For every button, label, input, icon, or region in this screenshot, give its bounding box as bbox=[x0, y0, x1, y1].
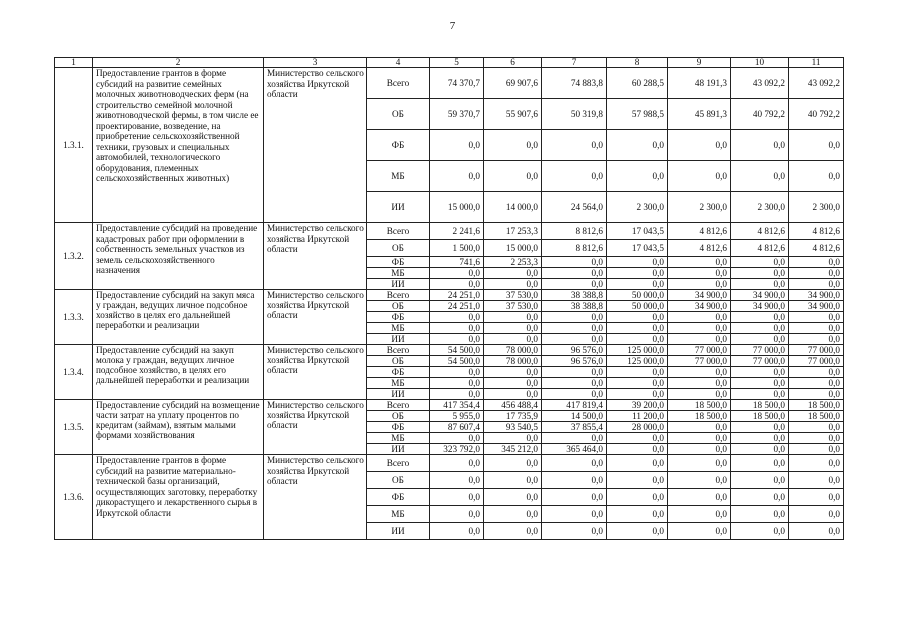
amount-cell: 0,0 bbox=[430, 472, 484, 489]
amount-cell: 0,0 bbox=[430, 523, 484, 540]
amount-cell: 0,0 bbox=[430, 455, 484, 472]
amount-cell: 50 000,0 bbox=[607, 290, 668, 301]
amount-cell: 18 500,0 bbox=[789, 411, 844, 422]
amount-cell: 0,0 bbox=[542, 506, 607, 523]
item-name: Предоставление субсидий на закуп молока у граждан, ведущих личное подсобное хозяйство, в целях его дальнейшей переработки и реализации bbox=[93, 345, 264, 400]
funding-source: ФБ bbox=[367, 257, 430, 268]
table-row bbox=[55, 223, 844, 240]
amount-cell: 0,0 bbox=[789, 312, 844, 323]
amount-cell: 57 988,5 bbox=[607, 99, 668, 130]
amount-cell: 0,0 bbox=[607, 257, 668, 268]
funding-source: МБ bbox=[367, 433, 430, 444]
amount-cell: 0,0 bbox=[484, 268, 542, 279]
amount-cell: 78 000,0 bbox=[484, 356, 542, 367]
amount-cell: 0,0 bbox=[789, 506, 844, 523]
amount-cell: 18 500,0 bbox=[731, 400, 789, 411]
amount-cell: 0,0 bbox=[731, 472, 789, 489]
amount-cell: 8 812,6 bbox=[542, 240, 607, 257]
responsible-ministry: Министерство сельского хозяйства Иркутской области bbox=[264, 290, 367, 345]
amount-cell: 93 540,5 bbox=[484, 422, 542, 433]
amount-cell: 18 500,0 bbox=[731, 411, 789, 422]
amount-cell: 34 900,0 bbox=[731, 301, 789, 312]
funding-source: ОБ bbox=[367, 240, 430, 257]
amount-cell: 0,0 bbox=[430, 130, 484, 161]
amount-cell: 24 564,0 bbox=[542, 192, 607, 223]
funding-source: ИИ bbox=[367, 389, 430, 400]
amount-cell: 38 388,8 bbox=[542, 290, 607, 301]
amount-cell: 0,0 bbox=[607, 323, 668, 334]
table-row bbox=[55, 68, 844, 99]
amount-cell: 0,0 bbox=[789, 523, 844, 540]
amount-cell: 2 241,6 bbox=[430, 223, 484, 240]
responsible-ministry: Министерство сельского хозяйства Иркутской области bbox=[264, 345, 367, 400]
amount-cell: 2 300,0 bbox=[607, 192, 668, 223]
amount-cell: 37 855,4 bbox=[542, 422, 607, 433]
amount-cell: 77 000,0 bbox=[731, 356, 789, 367]
amount-cell: 4 812,6 bbox=[668, 240, 731, 257]
amount-cell: 0,0 bbox=[484, 367, 542, 378]
amount-cell: 0,0 bbox=[789, 389, 844, 400]
amount-cell: 0,0 bbox=[668, 422, 731, 433]
funding-source: ОБ bbox=[367, 411, 430, 422]
amount-cell: 2 300,0 bbox=[789, 192, 844, 223]
amount-cell: 17 043,5 bbox=[607, 240, 668, 257]
amount-cell: 0,0 bbox=[430, 279, 484, 290]
amount-cell: 0,0 bbox=[789, 323, 844, 334]
header-cell: 1 bbox=[55, 58, 93, 68]
amount-cell: 14 000,0 bbox=[484, 192, 542, 223]
amount-cell: 0,0 bbox=[668, 161, 731, 192]
amount-cell: 34 900,0 bbox=[789, 301, 844, 312]
amount-cell: 0,0 bbox=[731, 367, 789, 378]
amount-cell: 365 464,0 bbox=[542, 444, 607, 455]
amount-cell: 40 792,2 bbox=[731, 99, 789, 130]
table-row bbox=[55, 455, 844, 472]
funding-source: МБ bbox=[367, 323, 430, 334]
item-code: 1.3.3. bbox=[55, 290, 93, 345]
amount-cell: 0,0 bbox=[430, 489, 484, 506]
amount-cell: 55 907,6 bbox=[484, 99, 542, 130]
amount-cell: 0,0 bbox=[484, 334, 542, 345]
amount-cell: 0,0 bbox=[542, 378, 607, 389]
amount-cell: 0,0 bbox=[430, 367, 484, 378]
amount-cell: 0,0 bbox=[484, 472, 542, 489]
amount-cell: 0,0 bbox=[789, 422, 844, 433]
amount-cell: 0,0 bbox=[731, 523, 789, 540]
amount-cell: 0,0 bbox=[668, 489, 731, 506]
amount-cell: 0,0 bbox=[607, 472, 668, 489]
amount-cell: 0,0 bbox=[542, 323, 607, 334]
amount-cell: 17 043,5 bbox=[607, 223, 668, 240]
amount-cell: 0,0 bbox=[542, 130, 607, 161]
amount-cell: 0,0 bbox=[484, 378, 542, 389]
amount-cell: 0,0 bbox=[484, 279, 542, 290]
amount-cell: 39 200,0 bbox=[607, 400, 668, 411]
header-cell: 2 bbox=[93, 58, 264, 68]
funding-source: ФБ bbox=[367, 312, 430, 323]
amount-cell: 0,0 bbox=[789, 433, 844, 444]
amount-cell: 15 000,0 bbox=[484, 240, 542, 257]
amount-cell: 0,0 bbox=[731, 279, 789, 290]
amount-cell: 125 000,0 bbox=[607, 345, 668, 356]
amount-cell: 14 500,0 bbox=[542, 411, 607, 422]
amount-cell: 0,0 bbox=[430, 389, 484, 400]
funding-source: ОБ bbox=[367, 356, 430, 367]
amount-cell: 34 900,0 bbox=[731, 290, 789, 301]
amount-cell: 0,0 bbox=[607, 334, 668, 345]
amount-cell: 0,0 bbox=[607, 489, 668, 506]
amount-cell: 0,0 bbox=[731, 422, 789, 433]
amount-cell: 54 500,0 bbox=[430, 356, 484, 367]
header-cell: 10 bbox=[731, 58, 789, 68]
amount-cell: 4 812,6 bbox=[731, 223, 789, 240]
amount-cell: 34 900,0 bbox=[668, 301, 731, 312]
responsible-ministry: Министерство сельского хозяйства Иркутской области bbox=[264, 68, 367, 223]
amount-cell: 96 576,0 bbox=[542, 345, 607, 356]
header-cell: 6 bbox=[484, 58, 542, 68]
amount-cell: 0,0 bbox=[789, 257, 844, 268]
amount-cell: 417 819,4 bbox=[542, 400, 607, 411]
amount-cell: 0,0 bbox=[430, 506, 484, 523]
amount-cell: 0,0 bbox=[668, 433, 731, 444]
amount-cell: 4 812,6 bbox=[731, 240, 789, 257]
funding-source: МБ bbox=[367, 506, 430, 523]
amount-cell: 0,0 bbox=[484, 523, 542, 540]
header-cell: 7 bbox=[542, 58, 607, 68]
amount-cell: 45 891,3 bbox=[668, 99, 731, 130]
funding-source: ИИ bbox=[367, 444, 430, 455]
funding-source: ИИ bbox=[367, 279, 430, 290]
amount-cell: 0,0 bbox=[668, 378, 731, 389]
amount-cell: 5 955,0 bbox=[430, 411, 484, 422]
amount-cell: 54 500,0 bbox=[430, 345, 484, 356]
funding-source: ИИ bbox=[367, 334, 430, 345]
amount-cell: 0,0 bbox=[668, 323, 731, 334]
funding-source: Всего bbox=[367, 400, 430, 411]
funding-source: МБ bbox=[367, 378, 430, 389]
item-code: 1.3.5. bbox=[55, 400, 93, 455]
amount-cell: 17 735,9 bbox=[484, 411, 542, 422]
amount-cell: 0,0 bbox=[607, 268, 668, 279]
amount-cell: 0,0 bbox=[731, 323, 789, 334]
amount-cell: 48 191,3 bbox=[668, 68, 731, 99]
amount-cell: 0,0 bbox=[789, 455, 844, 472]
item-name: Предоставление субсидий на возмещение части затрат на уплату процентов по кредитам (займам), взятым малыми формами хозяйствования bbox=[93, 400, 264, 455]
responsible-ministry: Министерство сельского хозяйства Иркутской области bbox=[264, 223, 367, 290]
amount-cell: 0,0 bbox=[430, 323, 484, 334]
amount-cell: 0,0 bbox=[789, 279, 844, 290]
amount-cell: 24 251,0 bbox=[430, 301, 484, 312]
amount-cell: 43 092,2 bbox=[731, 68, 789, 99]
amount-cell: 18 500,0 bbox=[668, 400, 731, 411]
funding-source: ОБ bbox=[367, 99, 430, 130]
amount-cell: 37 530,0 bbox=[484, 290, 542, 301]
funding-source: Всего bbox=[367, 223, 430, 240]
amount-cell: 0,0 bbox=[607, 279, 668, 290]
amount-cell: 0,0 bbox=[484, 312, 542, 323]
item-code: 1.3.1. bbox=[55, 68, 93, 223]
amount-cell: 0,0 bbox=[789, 130, 844, 161]
amount-cell: 87 607,4 bbox=[430, 422, 484, 433]
amount-cell: 60 288,5 bbox=[607, 68, 668, 99]
amount-cell: 34 900,0 bbox=[789, 290, 844, 301]
amount-cell: 43 092,2 bbox=[789, 68, 844, 99]
header-cell: 3 bbox=[264, 58, 367, 68]
amount-cell: 125 000,0 bbox=[607, 356, 668, 367]
funding-source: Всего bbox=[367, 68, 430, 99]
amount-cell: 0,0 bbox=[607, 130, 668, 161]
header-cell: 5 bbox=[430, 58, 484, 68]
funding-source: ИИ bbox=[367, 192, 430, 223]
amount-cell: 0,0 bbox=[484, 489, 542, 506]
amount-cell: 28 000,0 bbox=[607, 422, 668, 433]
amount-cell: 0,0 bbox=[542, 257, 607, 268]
funding-source: ИИ bbox=[367, 523, 430, 540]
amount-cell: 0,0 bbox=[430, 378, 484, 389]
amount-cell: 77 000,0 bbox=[789, 345, 844, 356]
table-body bbox=[55, 58, 844, 540]
amount-cell: 37 530,0 bbox=[484, 301, 542, 312]
amount-cell: 0,0 bbox=[484, 161, 542, 192]
header-cell: 8 bbox=[607, 58, 668, 68]
amount-cell: 59 370,7 bbox=[430, 99, 484, 130]
amount-cell: 77 000,0 bbox=[789, 356, 844, 367]
amount-cell: 40 792,2 bbox=[789, 99, 844, 130]
amount-cell: 0,0 bbox=[542, 389, 607, 400]
amount-cell: 0,0 bbox=[668, 444, 731, 455]
amount-cell: 0,0 bbox=[607, 506, 668, 523]
responsible-ministry: Министерство сельского хозяйства Иркутской области bbox=[264, 400, 367, 455]
table-row bbox=[55, 400, 844, 411]
amount-cell: 0,0 bbox=[607, 312, 668, 323]
funding-source: ФБ bbox=[367, 422, 430, 433]
amount-cell: 0,0 bbox=[731, 444, 789, 455]
amount-cell: 0,0 bbox=[731, 506, 789, 523]
amount-cell: 0,0 bbox=[668, 268, 731, 279]
amount-cell: 0,0 bbox=[542, 472, 607, 489]
amount-cell: 0,0 bbox=[731, 489, 789, 506]
amount-cell: 78 000,0 bbox=[484, 345, 542, 356]
amount-cell: 4 812,6 bbox=[668, 223, 731, 240]
amount-cell: 0,0 bbox=[607, 523, 668, 540]
funding-source: ОБ bbox=[367, 301, 430, 312]
amount-cell: 38 388,8 bbox=[542, 301, 607, 312]
amount-cell: 0,0 bbox=[484, 389, 542, 400]
amount-cell: 96 576,0 bbox=[542, 356, 607, 367]
amount-cell: 0,0 bbox=[789, 334, 844, 345]
amount-cell: 18 500,0 bbox=[668, 411, 731, 422]
amount-cell: 0,0 bbox=[430, 334, 484, 345]
amount-cell: 77 000,0 bbox=[668, 345, 731, 356]
amount-cell: 69 907,6 bbox=[484, 68, 542, 99]
amount-cell: 0,0 bbox=[484, 130, 542, 161]
amount-cell: 0,0 bbox=[789, 367, 844, 378]
table-row bbox=[55, 345, 844, 356]
funding-source: МБ bbox=[367, 268, 430, 279]
amount-cell: 0,0 bbox=[668, 279, 731, 290]
amount-cell: 0,0 bbox=[484, 506, 542, 523]
amount-cell: 50 000,0 bbox=[607, 301, 668, 312]
amount-cell: 8 812,6 bbox=[542, 223, 607, 240]
amount-cell: 0,0 bbox=[607, 433, 668, 444]
funding-source: Всего bbox=[367, 345, 430, 356]
amount-cell: 0,0 bbox=[668, 312, 731, 323]
item-code: 1.3.2. bbox=[55, 223, 93, 290]
amount-cell: 0,0 bbox=[542, 367, 607, 378]
item-name: Предоставление грантов в форме субсидий на развитие семейных молочных животноводческих ферм (на строительство семейной молочной животноводческой фермы, в том числе ее проектирование, возведение, на приобретение сельскохозяйственной техники, грузовых и специальных автомобилей, технологического оборудования, племенных сельскохозяйственных животных) bbox=[93, 68, 264, 223]
header-cell: 4 bbox=[367, 58, 430, 68]
amount-cell: 0,0 bbox=[789, 268, 844, 279]
amount-cell: 0,0 bbox=[542, 523, 607, 540]
amount-cell: 456 488,4 bbox=[484, 400, 542, 411]
amount-cell: 74 370,7 bbox=[430, 68, 484, 99]
amount-cell: 0,0 bbox=[668, 389, 731, 400]
amount-cell: 0,0 bbox=[731, 433, 789, 444]
amount-cell: 417 354,4 bbox=[430, 400, 484, 411]
item-name: Предоставление субсидий на проведение кадастровых работ при оформлении в собственность земельных участков из земель сельскохозяйственного назначения bbox=[93, 223, 264, 290]
amount-cell: 0,0 bbox=[731, 389, 789, 400]
funding-source: ФБ bbox=[367, 367, 430, 378]
amount-cell: 0,0 bbox=[731, 378, 789, 389]
amount-cell: 0,0 bbox=[668, 455, 731, 472]
amount-cell: 0,0 bbox=[542, 279, 607, 290]
amount-cell: 0,0 bbox=[542, 312, 607, 323]
amount-cell: 345 212,0 bbox=[484, 444, 542, 455]
header-cell: 11 bbox=[789, 58, 844, 68]
amount-cell: 17 253,3 bbox=[484, 223, 542, 240]
amount-cell: 0,0 bbox=[668, 334, 731, 345]
amount-cell: 0,0 bbox=[430, 268, 484, 279]
amount-cell: 0,0 bbox=[542, 334, 607, 345]
amount-cell: 741,6 bbox=[430, 257, 484, 268]
amount-cell: 0,0 bbox=[430, 312, 484, 323]
amount-cell: 0,0 bbox=[607, 455, 668, 472]
amount-cell: 0,0 bbox=[668, 472, 731, 489]
amount-cell: 0,0 bbox=[789, 161, 844, 192]
amount-cell: 34 900,0 bbox=[668, 290, 731, 301]
amount-cell: 0,0 bbox=[731, 455, 789, 472]
header-row bbox=[55, 58, 844, 68]
amount-cell: 77 000,0 bbox=[668, 356, 731, 367]
amount-cell: 1 500,0 bbox=[430, 240, 484, 257]
table-row bbox=[55, 290, 844, 301]
amount-cell: 4 812,6 bbox=[789, 240, 844, 257]
amount-cell: 0,0 bbox=[789, 444, 844, 455]
amount-cell: 18 500,0 bbox=[789, 400, 844, 411]
amount-cell: 0,0 bbox=[430, 161, 484, 192]
amount-cell: 74 883,8 bbox=[542, 68, 607, 99]
amount-cell: 0,0 bbox=[731, 161, 789, 192]
amount-cell: 0,0 bbox=[484, 455, 542, 472]
amount-cell: 11 200,0 bbox=[607, 411, 668, 422]
funding-source: ФБ bbox=[367, 489, 430, 506]
amount-cell: 0,0 bbox=[607, 161, 668, 192]
amount-cell: 0,0 bbox=[542, 489, 607, 506]
item-name: Предоставление грантов в форме субсидий на развитие материально-технической базы организаций, осуществляющих заготовку, переработку дикорастущего и лекарственного сырья в Иркутской области bbox=[93, 455, 264, 540]
amount-cell: 50 319,8 bbox=[542, 99, 607, 130]
amount-cell: 2 300,0 bbox=[668, 192, 731, 223]
amount-cell: 0,0 bbox=[430, 433, 484, 444]
amount-cell: 0,0 bbox=[668, 506, 731, 523]
amount-cell: 0,0 bbox=[484, 433, 542, 444]
amount-cell: 24 251,0 bbox=[430, 290, 484, 301]
item-code: 1.3.6. bbox=[55, 455, 93, 540]
amount-cell: 0,0 bbox=[731, 257, 789, 268]
amount-cell: 77 000,0 bbox=[731, 345, 789, 356]
funding-source: Всего bbox=[367, 455, 430, 472]
amount-cell: 0,0 bbox=[607, 444, 668, 455]
responsible-ministry: Министерство сельского хозяйства Иркутской области bbox=[264, 455, 367, 540]
amount-cell: 0,0 bbox=[668, 523, 731, 540]
amount-cell: 0,0 bbox=[668, 130, 731, 161]
funding-source: ФБ bbox=[367, 130, 430, 161]
amount-cell: 0,0 bbox=[542, 268, 607, 279]
amount-cell: 0,0 bbox=[607, 378, 668, 389]
funding-source: Всего bbox=[367, 290, 430, 301]
budget-table bbox=[54, 57, 844, 540]
amount-cell: 15 000,0 bbox=[430, 192, 484, 223]
amount-cell: 0,0 bbox=[789, 489, 844, 506]
amount-cell: 0,0 bbox=[789, 472, 844, 489]
amount-cell: 0,0 bbox=[789, 378, 844, 389]
page-number: 7 bbox=[449, 20, 456, 32]
amount-cell: 0,0 bbox=[668, 367, 731, 378]
amount-cell: 0,0 bbox=[542, 161, 607, 192]
amount-cell: 0,0 bbox=[731, 130, 789, 161]
amount-cell: 2 300,0 bbox=[731, 192, 789, 223]
amount-cell: 0,0 bbox=[607, 389, 668, 400]
amount-cell: 0,0 bbox=[542, 455, 607, 472]
item-code: 1.3.4. bbox=[55, 345, 93, 400]
amount-cell: 0,0 bbox=[668, 257, 731, 268]
amount-cell: 4 812,6 bbox=[789, 223, 844, 240]
funding-source: ОБ bbox=[367, 472, 430, 489]
amount-cell: 0,0 bbox=[484, 323, 542, 334]
amount-cell: 0,0 bbox=[731, 268, 789, 279]
amount-cell: 0,0 bbox=[607, 367, 668, 378]
amount-cell: 2 253,3 bbox=[484, 257, 542, 268]
header-cell: 9 bbox=[668, 58, 731, 68]
amount-cell: 0,0 bbox=[542, 433, 607, 444]
amount-cell: 0,0 bbox=[731, 312, 789, 323]
item-name: Предоставление субсидий на закуп мяса у граждан, ведущих личное подсобное хозяйство в целях его дальнейшей переработки и реализации bbox=[93, 290, 264, 345]
funding-source: МБ bbox=[367, 161, 430, 192]
amount-cell: 323 792,0 bbox=[430, 444, 484, 455]
amount-cell: 0,0 bbox=[731, 334, 789, 345]
